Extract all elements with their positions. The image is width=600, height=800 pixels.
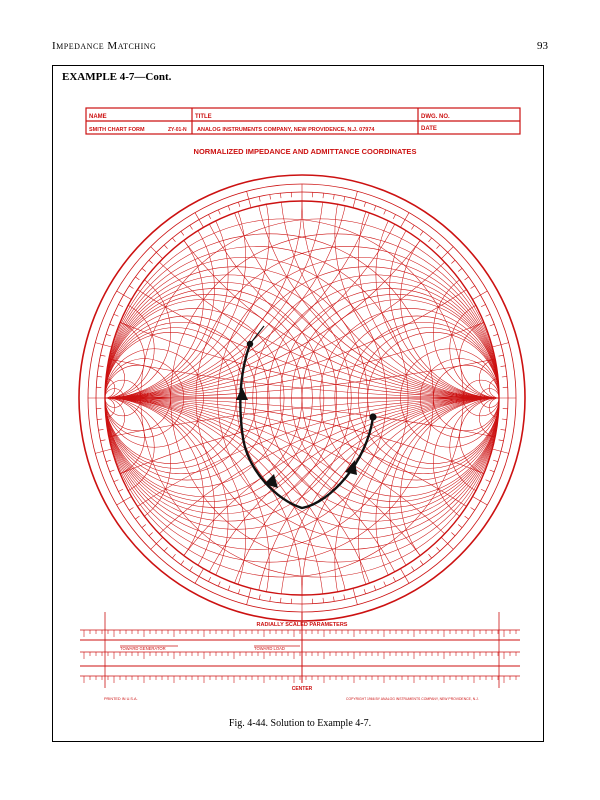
scale-tick — [384, 210, 386, 215]
susceptance-arc — [0, 398, 598, 800]
scale-tick — [465, 516, 469, 519]
scale-tick — [344, 197, 345, 202]
susceptance-arc — [0, 398, 269, 726]
company-label: ANALOG INSTRUMENTS COMPANY, NEW PROVIDENCE, N.J. 07974 — [197, 127, 375, 133]
reactance-arc — [335, 70, 600, 398]
reactance-arc — [433, 398, 564, 529]
scale-tick — [228, 586, 230, 591]
scale-tick — [97, 419, 102, 420]
scale-tick — [142, 268, 146, 271]
scale-tick — [114, 314, 119, 316]
reactance-arc — [253, 398, 600, 800]
susceptance-arc — [0, 0, 386, 398]
scale-tick — [473, 291, 488, 300]
scale-tick — [172, 238, 175, 242]
end-point — [247, 341, 253, 347]
scale-tick — [436, 547, 439, 551]
scale-tick — [190, 567, 193, 571]
dwg-label: DWG. NO. — [421, 114, 450, 120]
scale-tick — [481, 304, 485, 306]
susceptance-arc — [0, 0, 351, 398]
scale-tick — [490, 470, 495, 472]
scale-tick — [135, 277, 139, 280]
scale-tick — [374, 586, 376, 591]
scale-tick — [323, 598, 324, 603]
reactance-arc — [280, 398, 600, 800]
reactance-arc — [253, 0, 600, 398]
scale-tick — [97, 376, 102, 377]
chart-heading: NORMALIZED IMPEDANCE AND ADMITTANCE COORDINATES — [193, 147, 417, 156]
susceptance-arc — [0, 0, 600, 398]
susceptance-arc — [0, 398, 351, 800]
reactance-arc — [7, 398, 600, 800]
scale-tick — [493, 460, 498, 462]
susceptance-arc — [7, 398, 204, 595]
scale-tick — [451, 532, 455, 535]
susceptance-arc — [0, 398, 433, 800]
reactance-arc — [171, 0, 600, 398]
scale-tick — [499, 440, 504, 441]
scale-tick — [493, 334, 498, 336]
scale-tick — [149, 532, 153, 535]
scale-tick — [502, 376, 507, 377]
reactance-arc — [105, 0, 600, 398]
susceptance-arc — [0, 0, 433, 398]
scale-tick — [106, 334, 111, 336]
scale-tick — [151, 247, 163, 259]
susceptance-arc — [0, 398, 386, 800]
scale-tick — [195, 213, 204, 228]
scale-tick — [486, 314, 491, 316]
susceptance-arc — [0, 0, 600, 398]
scale-tick — [490, 324, 495, 326]
scale-tick — [333, 195, 334, 200]
scale-tick — [110, 324, 115, 326]
scale-tick — [238, 589, 240, 594]
reactance-arc — [7, 0, 600, 398]
scale-tick — [280, 598, 281, 603]
scale-tick — [238, 202, 240, 207]
scale-tick — [441, 537, 453, 549]
scale-tick — [218, 582, 220, 587]
printed-label: PRINTED IN U.S.A. — [104, 697, 138, 701]
scale-tick — [99, 366, 104, 367]
scale-tick — [101, 440, 106, 441]
scale-tick — [486, 480, 491, 482]
scale-tick — [393, 577, 395, 581]
scale-tick — [190, 225, 193, 229]
form-number: ZY-01-N — [168, 127, 187, 133]
scale-tick — [428, 554, 431, 558]
scale-tick — [208, 214, 210, 218]
reactance-arc — [0, 0, 600, 398]
scale-tick — [401, 213, 410, 228]
scale-tick — [428, 238, 431, 242]
reactance-arc — [0, 0, 600, 398]
running-head: Impedance Matching — [52, 40, 157, 52]
scale-tick — [436, 245, 439, 249]
susceptance-arc — [0, 0, 600, 398]
scale-tick — [401, 569, 410, 584]
scale-tick — [481, 489, 485, 491]
scale-tick — [411, 225, 414, 229]
scale-tick — [151, 537, 163, 549]
scale-tick — [259, 197, 260, 202]
scale-tick — [473, 497, 488, 506]
scale-tick — [218, 210, 220, 215]
susceptance-arc — [0, 70, 269, 398]
susceptance-arc — [0, 398, 600, 800]
scale-tick — [344, 595, 345, 600]
scale-tick — [465, 277, 469, 280]
reactance-arc — [335, 398, 600, 726]
susceptance-arc — [0, 398, 324, 800]
radial-scale-ticks — [84, 630, 516, 683]
scale-tick — [117, 291, 132, 300]
scale-tick — [499, 355, 504, 356]
scale-tick — [181, 231, 184, 235]
scale-tick — [420, 561, 423, 565]
scale-tick — [228, 206, 230, 211]
scale-tick — [118, 489, 122, 491]
scale-tick — [458, 268, 462, 271]
radial-scales-label: RADIALLY SCALED PARAMETERS — [256, 622, 348, 628]
scale-tick — [181, 561, 184, 565]
name-label: NAME — [89, 114, 107, 120]
scale-tick — [471, 286, 475, 289]
scale-tick — [142, 524, 146, 527]
title-label: TITLE — [195, 114, 212, 120]
susceptance-arc — [7, 201, 204, 398]
scale-tick — [195, 569, 204, 584]
susceptance-arc — [0, 398, 600, 800]
reactance-arc — [401, 398, 598, 595]
reactance-arc — [401, 201, 598, 398]
scale-tick — [270, 597, 271, 602]
scale-tick — [114, 480, 119, 482]
scale-tick — [364, 589, 366, 594]
reactance-arc — [218, 398, 600, 800]
reactance-arc — [171, 398, 600, 800]
scale-tick — [374, 206, 376, 211]
reactance-arc — [280, 0, 600, 398]
scale-tick — [502, 419, 507, 420]
center-label: CENTER — [291, 686, 313, 692]
copyright-label: COPYRIGHT 1966 BY ANALOG INSTRUMENTS COMPANY, NEW PROVIDENCE, N.J. — [346, 697, 479, 701]
toward-generator-label: TOWARD GENERATOR — [120, 646, 166, 651]
scale-tick — [118, 304, 122, 306]
form-label: SMITH CHART FORM — [89, 127, 145, 133]
scale-tick — [458, 524, 462, 527]
reactance-arc — [105, 398, 600, 800]
scale-tick — [411, 567, 414, 571]
scale-tick — [106, 460, 111, 462]
scale-tick — [259, 595, 260, 600]
scale-tick — [323, 193, 324, 198]
scale-tick — [451, 260, 455, 263]
reactance-arc — [0, 398, 600, 800]
scale-tick — [99, 429, 104, 430]
susceptance-arc — [39, 398, 170, 529]
susceptance-arc — [0, 398, 600, 800]
scale-tick — [270, 195, 271, 200]
reactance-arc — [218, 0, 600, 398]
scale-tick — [208, 577, 210, 581]
scale-tick — [501, 429, 506, 430]
scale-tick — [280, 193, 281, 198]
toward-load-label: TOWARD LOAD — [254, 646, 285, 651]
page-number: 93 — [537, 40, 548, 52]
scale-tick — [101, 355, 106, 356]
reactance-arc — [0, 398, 600, 800]
scale-tick — [393, 214, 395, 218]
reactance-arc — [433, 267, 564, 398]
scale-tick — [384, 582, 386, 587]
scale-tick — [364, 202, 366, 207]
reactance-arc — [0, 0, 600, 398]
scale-tick — [164, 547, 167, 551]
scale-tick — [129, 507, 133, 510]
scale-tick — [441, 247, 453, 259]
scale-tick — [164, 245, 167, 249]
reactance-arc — [0, 398, 600, 800]
scale-tick — [501, 366, 506, 367]
scale-tick — [471, 507, 475, 510]
scale-tick — [172, 554, 175, 558]
scale-tick — [333, 597, 334, 602]
scale-tick — [420, 231, 423, 235]
example-label: EXAMPLE 4-7—Cont. — [62, 71, 172, 83]
scale-tick — [149, 260, 153, 263]
susceptance-arc — [39, 267, 170, 398]
scale-tick — [135, 516, 139, 519]
figure-caption: Fig. 4-44. Solution to Example 4-7. — [228, 718, 372, 729]
scale-tick — [117, 497, 132, 506]
start-point — [369, 413, 376, 420]
date-label: DATE — [421, 126, 437, 132]
scale-tick — [129, 286, 133, 289]
scale-tick — [110, 470, 115, 472]
